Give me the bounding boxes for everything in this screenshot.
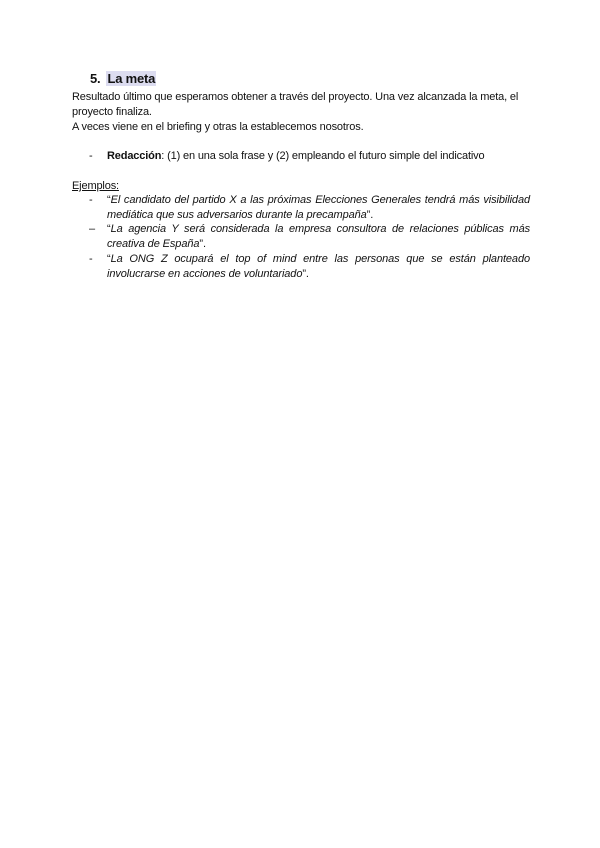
redaccion-text-block — [107, 149, 530, 164]
example-text-block — [107, 193, 530, 223]
section-heading — [90, 71, 156, 86]
section-number: 5. — [90, 71, 101, 86]
bullet-dash: - — [89, 253, 93, 265]
example-text-block — [107, 252, 530, 282]
open-quote: “ — [107, 223, 111, 235]
example-text: La ONG Z ocupará el top of mind entre las personas que se están planteado involucrarse en acciones de voluntariado — [107, 253, 530, 280]
examples-heading — [72, 179, 119, 194]
paragraph-definition: Resultado último que esperamos obtener a través del proyecto. Una vez alcanzada la meta, el proyecto finaliza. — [72, 91, 519, 118]
section-title: La meta — [107, 71, 156, 86]
paragraph-briefing: A veces viene en el briefing y otras la establecemos nosotros. — [72, 121, 364, 133]
examples-title: Ejemplos — [72, 180, 117, 192]
examples-title-colon: : — [116, 180, 119, 192]
example-text-block — [107, 222, 530, 252]
open-quote: “ — [107, 253, 111, 265]
bullet-dash: - — [89, 194, 93, 206]
redaccion-label: Redacción — [107, 150, 162, 162]
example-text: El candidato del partido X a las próximas Elecciones Generales tendrá más visibilidad mediática que sus adversarios durante la precampaña — [107, 194, 530, 221]
bullet-dash: - — [89, 150, 93, 162]
close-quote: ”. — [302, 268, 309, 280]
close-quote: ”. — [199, 238, 206, 250]
redaccion-description: : (1) en una sola frase y (2) empleando el futuro simple del indicativo — [161, 150, 485, 162]
bullet-dash: – — [89, 223, 96, 235]
close-quote: ”. — [366, 209, 374, 221]
open-quote: “ — [107, 194, 111, 206]
example-text: La agencia Y será considerada la empresa consultora de relaciones públicas más creativa de España — [107, 223, 530, 250]
